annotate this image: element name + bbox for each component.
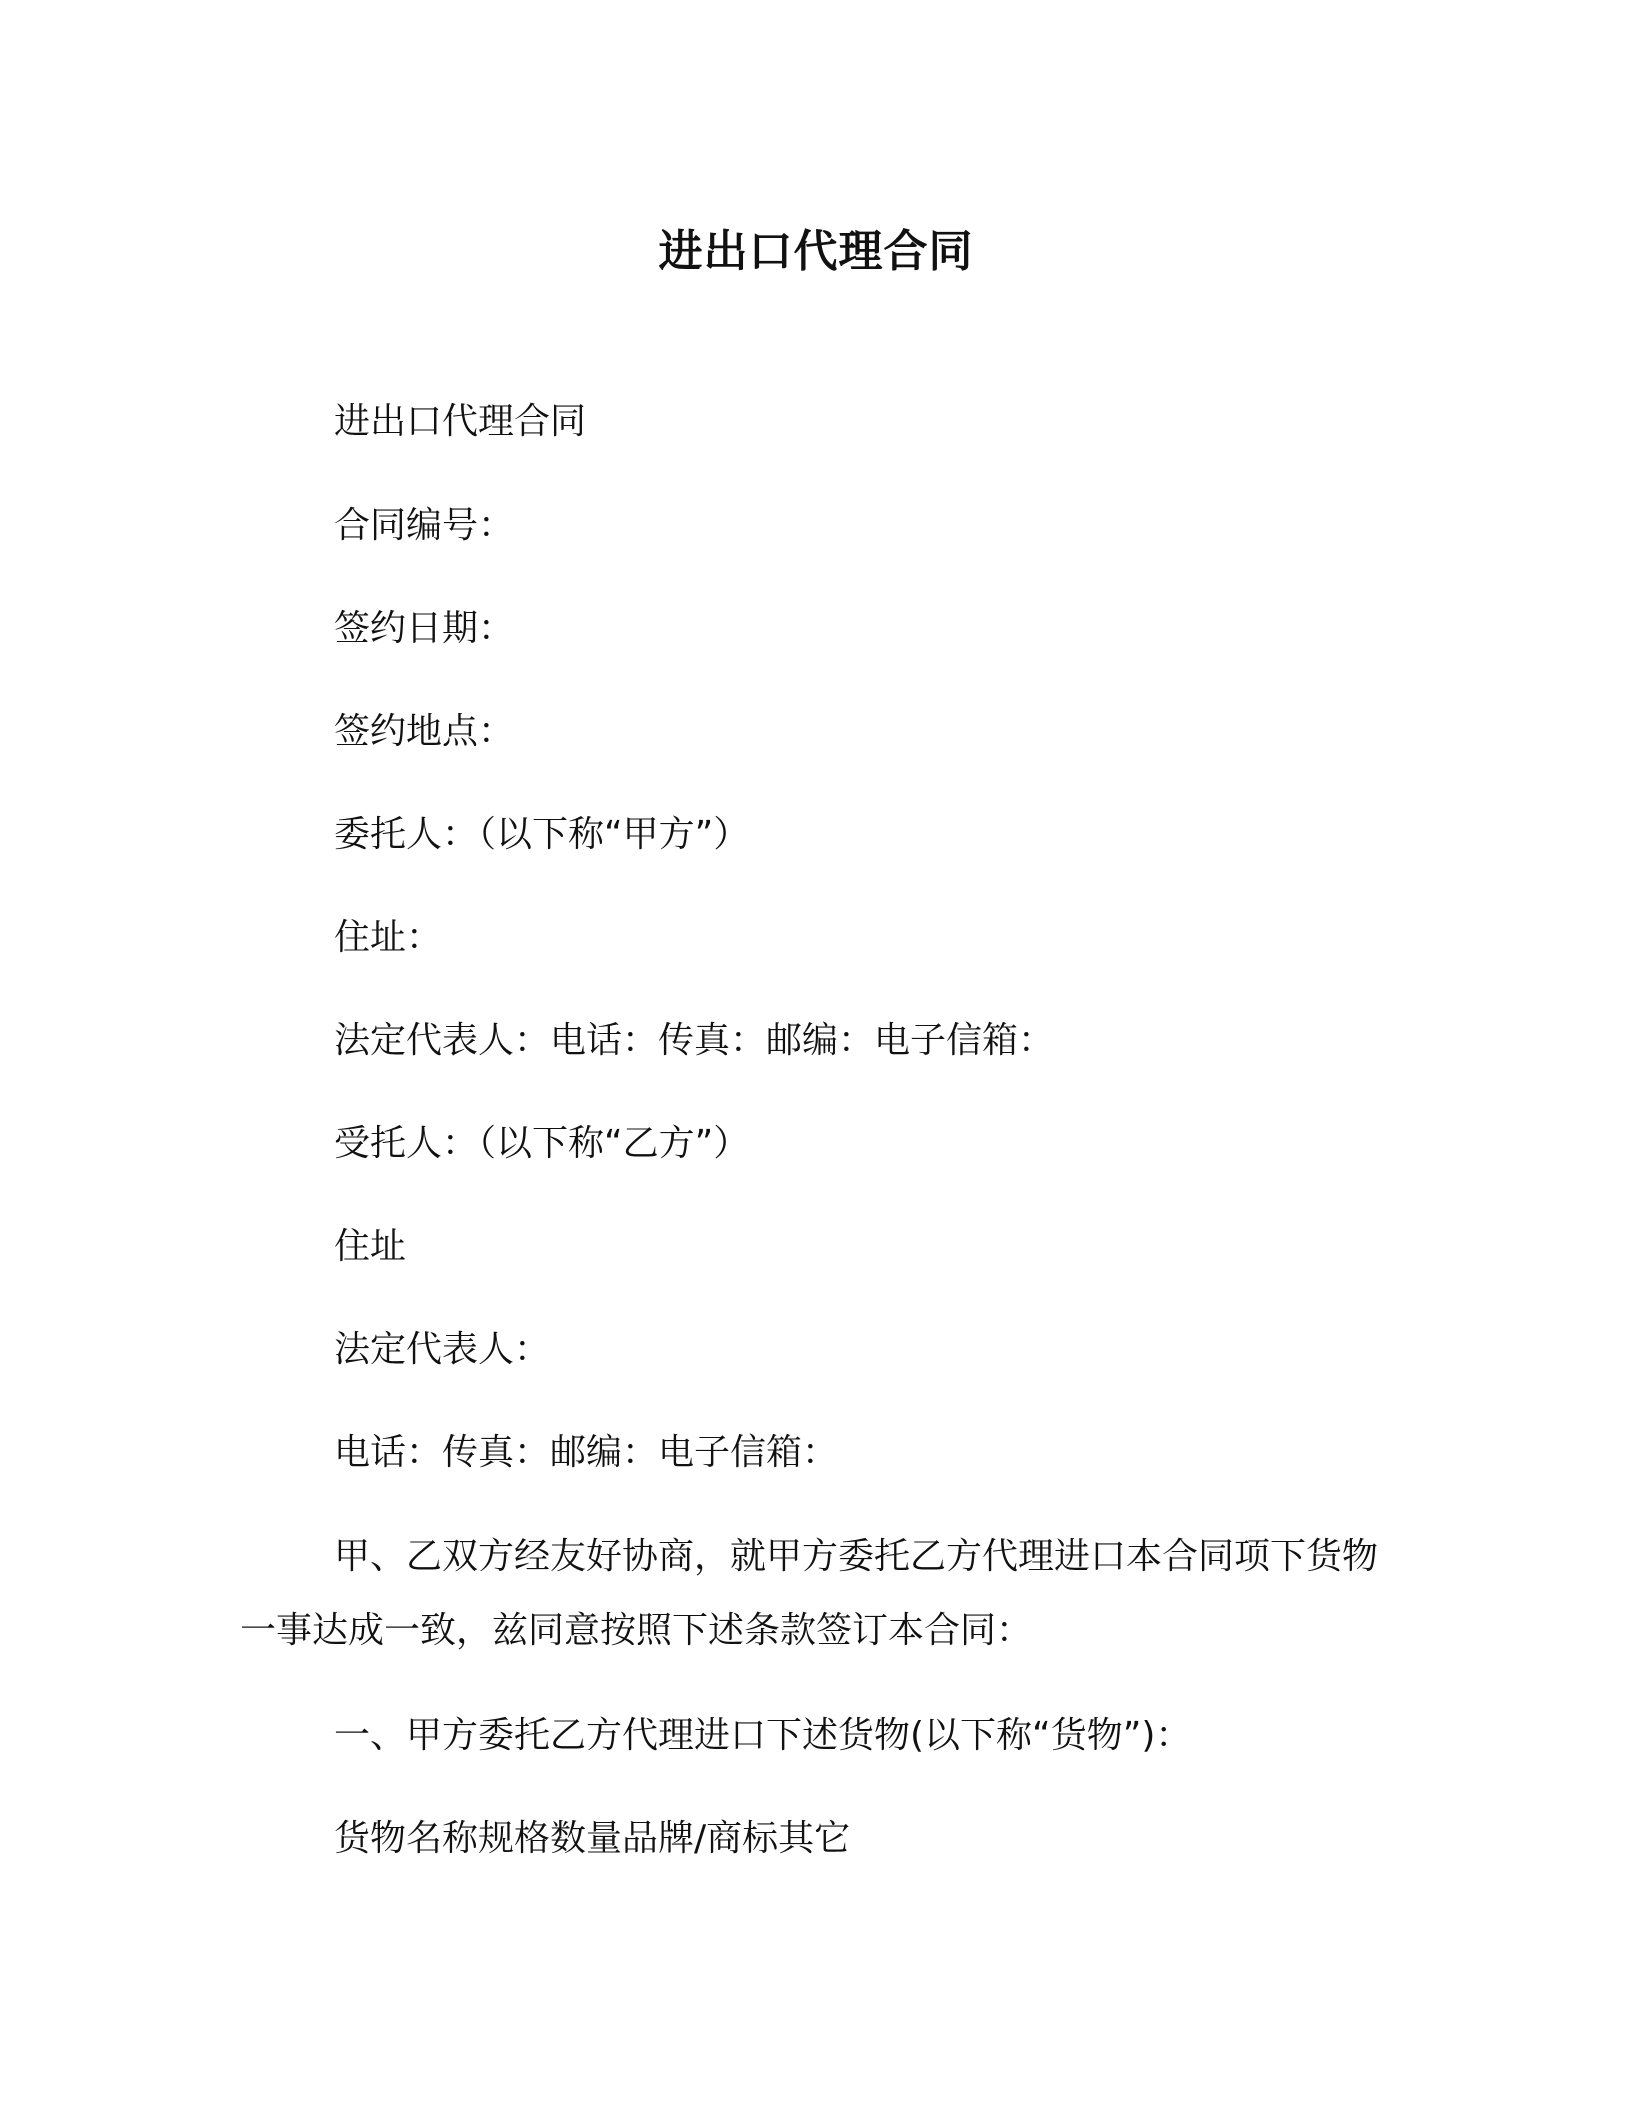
agent-representative-line: 法定代表人： xyxy=(334,1329,551,1370)
signing-place-line: 签约地点： xyxy=(334,711,515,752)
principal-representative-line: 法定代表人：电话：传真：邮编：电子信箱： xyxy=(334,1020,1055,1061)
agent-address-line: 住址 xyxy=(334,1226,407,1267)
signing-date-line: 签约日期： xyxy=(334,608,515,649)
agent-contact-line: 电话：传真：邮编：电子信箱： xyxy=(334,1432,839,1473)
document-title: 进出口代理合同 xyxy=(658,226,974,277)
agent-line: 受托人：（以下称“乙方”） xyxy=(334,1123,750,1164)
goods-header-line: 货物名称规格数量品牌/商标其它 xyxy=(334,1818,851,1859)
principal-address-line: 住址： xyxy=(334,917,443,958)
intro-paragraph: 甲、乙双方经友好协商，就甲方委托乙方代理进口本合同项下货物一事达成一致，兹同意按照下述条款签订本合同： xyxy=(240,1536,1379,1651)
clause-1-line: 一、甲方委托乙方代理进口下述货物(以下称“货物”)： xyxy=(334,1715,1192,1756)
contract-number-line: 合同编号： xyxy=(334,505,515,546)
principal-line: 委托人：（以下称“甲方”） xyxy=(334,814,750,855)
contract-heading: 进出口代理合同 xyxy=(334,401,587,442)
